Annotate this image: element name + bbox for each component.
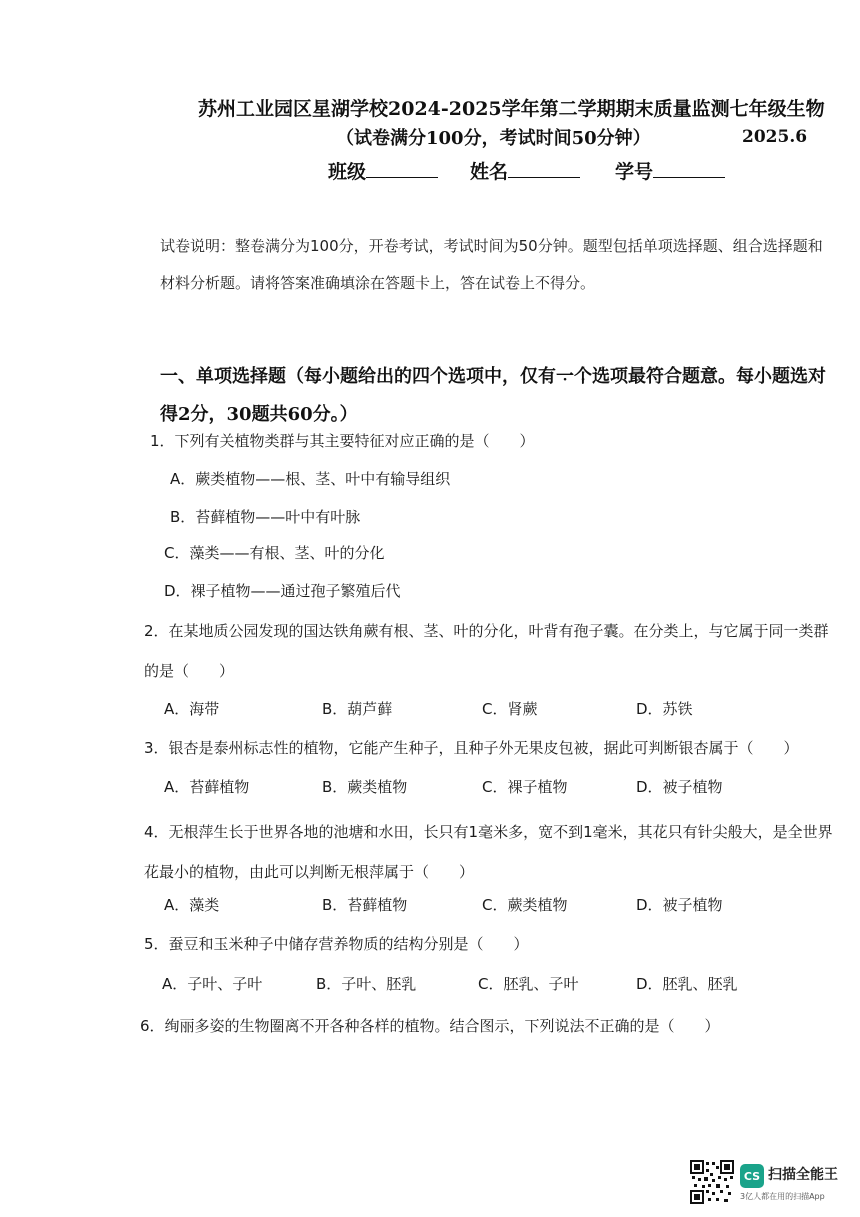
question-3-stem: 3．银杏是泰州标志性的植物，它能产生种子，且种子外无果皮包被，据此可判断银杏属于（ ） xyxy=(144,739,799,757)
exam-instructions: 试卷说明：整卷满分为100分，开卷考试，考试时间为50分钟。题型包括单项选择题、组合选择题和材料分析题。请将答案准确填涂在答题卡上，答在试卷上不得分。 xyxy=(160,237,823,292)
question-5-option-b: B．子叶、胚乳 xyxy=(316,975,417,993)
student-info-fields xyxy=(0,157,860,187)
question-1-stem: 1．下列有关植物类群与其主要特征对应正确的是（ ） xyxy=(150,432,535,450)
question-5-stem: 5．蚕豆和玉米种子中储存营养物质的结构分别是（ ） xyxy=(144,935,529,953)
scanner-app-tagline: 3亿人都在用的扫描App xyxy=(740,1192,825,1201)
question-3-option-b: B．蕨类植物 xyxy=(322,778,408,796)
class-field-blank xyxy=(366,159,438,178)
question-4-option-d: D．被子植物 xyxy=(636,896,723,914)
class-field-label: 班级 xyxy=(328,161,367,183)
question-3-option-c: C．裸子植物 xyxy=(482,778,568,796)
question-4-option-b: B．苔藓植物 xyxy=(322,896,408,914)
name-field-label: 姓名 xyxy=(470,161,509,183)
id-field-label: 学号 xyxy=(615,161,654,183)
question-5-option-c: C．胚乳、子叶 xyxy=(478,975,579,993)
question-5-option-d: D．胚乳、胚乳 xyxy=(636,975,738,993)
exam-date: 2025.6 xyxy=(742,127,808,147)
qr-code-icon xyxy=(690,1160,734,1204)
question-3-option-a: A．苔藓植物 xyxy=(164,778,250,796)
question-5-option-a: A．子叶、子叶 xyxy=(162,975,263,993)
emphasis-char: 一 · xyxy=(556,366,574,387)
name-field-blank xyxy=(508,159,580,178)
question-1-option-b: B．苔藓植物——叶中有叶脉 xyxy=(170,508,361,526)
section-heading xyxy=(160,358,840,434)
question-4-option-a: A．藻类 xyxy=(164,896,220,914)
question-1-option-c: C．藻类——有根、茎、叶的分化 xyxy=(164,544,385,562)
exam-subtitle: （试卷满分100分，考试时间50分钟） xyxy=(336,128,651,149)
question-2-option-c: C．肾蕨 xyxy=(482,700,538,718)
question-4-option-c: C．蕨类植物 xyxy=(482,896,568,914)
name-field xyxy=(470,157,580,184)
question-2-option-d: D．苏铁 xyxy=(636,700,693,718)
class-field xyxy=(328,157,438,184)
id-field-blank xyxy=(653,159,725,178)
id-field xyxy=(615,157,725,184)
question-2-stem: 2．在某地质公园发现的国达铁角蕨有根、茎、叶的分化，叶背有孢子囊。在分类上，与它属于同一类群的是（ ） xyxy=(144,622,829,680)
scanner-app-name: 扫描全能王 xyxy=(768,1167,838,1183)
emphasis-char: 有 · xyxy=(538,366,556,387)
scanner-app-logo: CS xyxy=(740,1164,764,1188)
section-heading-prefix: 一、单项选择题（每小题给出的四个选项中，仅 xyxy=(160,366,538,387)
exam-title: 苏州工业园区星湖学校2024-2025学年第二学期期末质量监测七年级生物 xyxy=(198,98,825,120)
question-6-stem: 6．绚丽多姿的生物圈离不开各种各样的植物。结合图示，下列说法不正确的是（ ） xyxy=(140,1017,720,1035)
question-4-stem: 4．无根萍生长于世界各地的池塘和水田，长只有1毫米多，宽不到1毫米，其花只有针尖般大，是全世界花最小的植物，由此可以判断无根萍属于（ ） xyxy=(144,823,833,881)
question-2-option-a: A．海带 xyxy=(164,700,220,718)
question-2-option-b: B．葫芦藓 xyxy=(322,700,393,718)
section-heading-suffix: 选项最符合题意。每小题选对得2分，30题共60分。） xyxy=(160,366,826,425)
question-1-option-a: A．蕨类植物——根、茎、叶中有输导组织 xyxy=(170,470,451,488)
question-3-option-d: D．被子植物 xyxy=(636,778,723,796)
emphasis-char: 个 · xyxy=(574,366,592,387)
question-1-option-d: D．裸子植物——通过孢子繁殖后代 xyxy=(164,582,401,600)
